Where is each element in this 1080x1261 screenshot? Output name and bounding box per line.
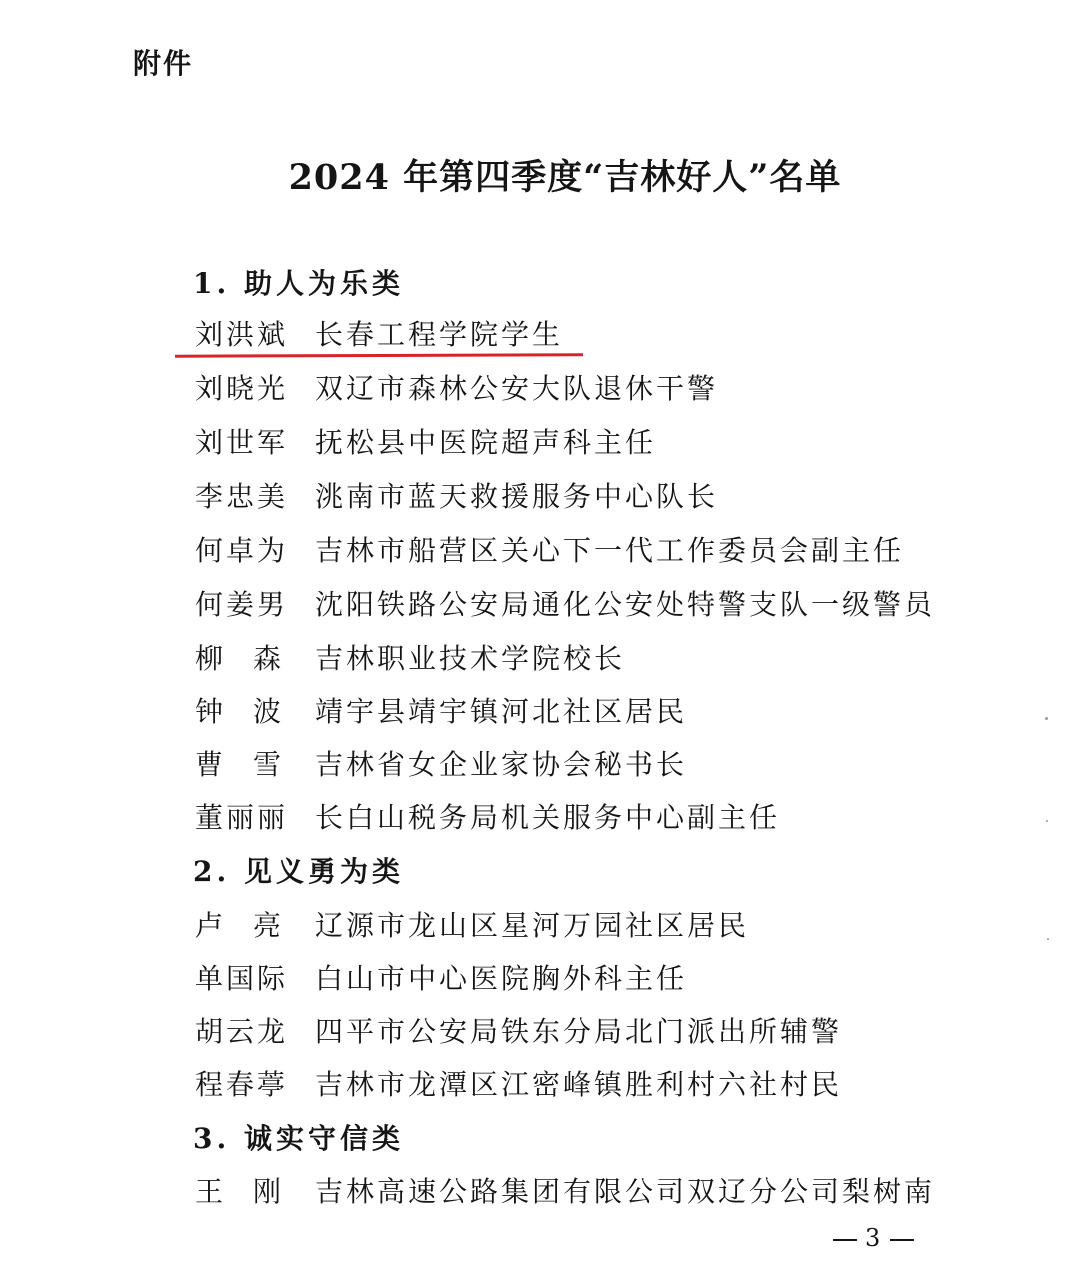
person-name: 何卓为 — [195, 534, 289, 567]
person-name: 钟波 — [195, 695, 312, 728]
person-description: 抚松县中医院超声科主任 — [315, 426, 657, 459]
person-name: 刘世军 — [195, 426, 289, 459]
person-name: 程春葶 — [195, 1068, 289, 1101]
person-name: 曹雪 — [195, 748, 312, 781]
person-name: 刘洪斌 — [195, 318, 289, 351]
person-name: 单国际 — [195, 962, 289, 995]
person-description: 吉林省女企业家协会秘书长 — [315, 748, 688, 781]
person-name: 卢亮 — [195, 909, 312, 942]
person-description: 沈阳铁路公安局通化公安处特警支队一级警员 — [315, 588, 936, 621]
section-heading-2: 2. 见义勇为类 — [193, 855, 404, 888]
page-number — [825, 1224, 922, 1252]
person-description: 洮南市蓝天救援服务中心队长 — [315, 480, 719, 513]
page-number-value: 3 — [865, 1224, 883, 1252]
section-heading-1: 1. 助人为乐类 — [193, 267, 404, 300]
person-name: 胡云龙 — [195, 1015, 289, 1048]
person-description: 长白山税务局机关服务中心副主任 — [315, 801, 781, 834]
person-name: 李忠美 — [195, 480, 289, 513]
scan-speck — [1045, 717, 1048, 720]
person-name: 董丽丽 — [195, 801, 289, 834]
dash-left — [833, 1239, 857, 1241]
person-name: 刘晓光 — [195, 372, 289, 405]
person-description: 四平市公安局铁东分局北门派出所辅警 — [315, 1015, 843, 1048]
section-heading-3: 3. 诚实守信类 — [193, 1122, 404, 1155]
person-description: 辽源市龙山区星河万园社区居民 — [315, 909, 750, 942]
attachment-label: 附件 — [133, 47, 194, 80]
person-description: 吉林职业技术学院校长 — [315, 642, 626, 675]
person-description: 吉林市龙潭区江密峰镇胜利村六社村民 — [315, 1068, 843, 1101]
person-description: 吉林市船营区关心下一代工作委员会副主任 — [315, 534, 905, 567]
person-description: 白山市中心医院胸外科主任 — [315, 962, 688, 995]
scan-speck — [1046, 820, 1048, 822]
red-underline-highlight — [175, 353, 583, 357]
scan-speck — [1047, 938, 1049, 940]
person-name: 王刚 — [195, 1175, 312, 1208]
person-description: 吉林高速公路集团有限公司双辽分公司梨树南 — [315, 1175, 936, 1208]
person-name: 柳森 — [195, 642, 312, 675]
person-description: 双辽市森林公安大队退休干警 — [315, 372, 719, 405]
person-description: 长春工程学院学生 — [315, 318, 564, 351]
person-description: 靖宇县靖宇镇河北社区居民 — [315, 695, 688, 728]
document-title: 2024 年第四季度“吉林好人”名单 — [288, 157, 842, 198]
dash-right — [890, 1239, 914, 1241]
person-name: 何姜男 — [195, 588, 289, 621]
